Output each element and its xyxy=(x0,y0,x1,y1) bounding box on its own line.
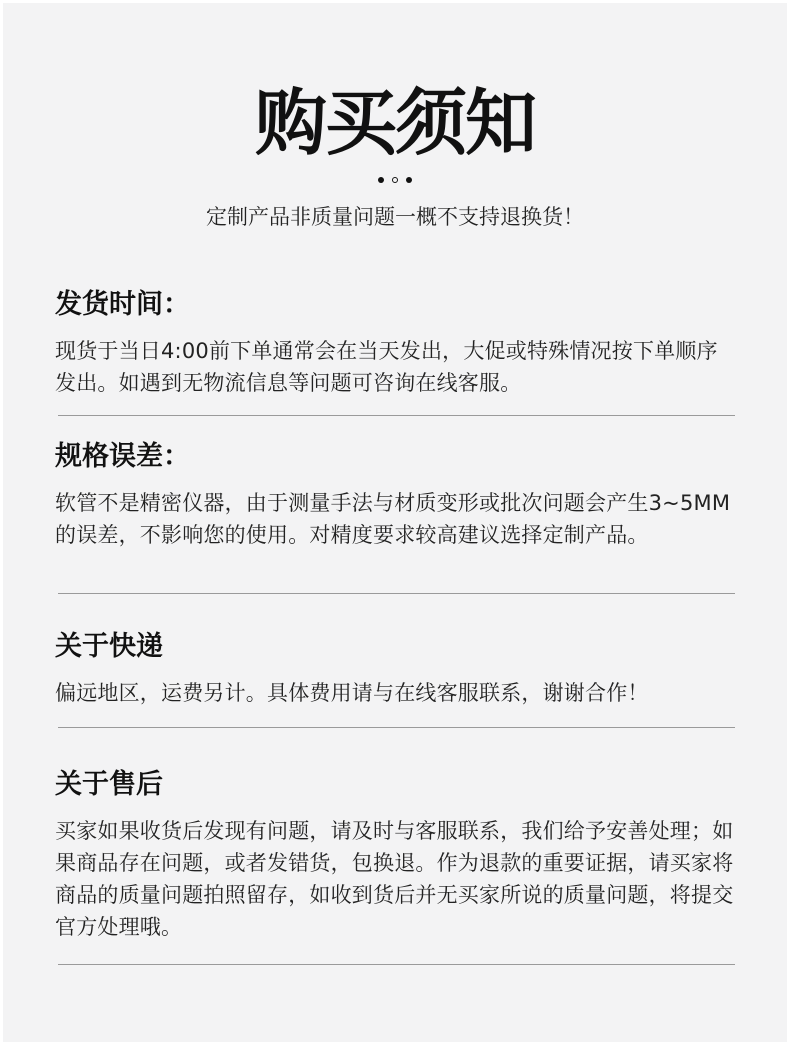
solid-dot-icon xyxy=(406,177,412,183)
section-heading: 规格误差： xyxy=(55,441,190,472)
section-body: 买家如果收货后发现有问题，请及时与客服联系，我们给予安善处理；如果商品存在问题，或者发错货，包换退。作为退款的重要证据，请买家将商品的质量问题拍照留存，如收到货后并无买家所说的质量问题，将提交官方处理哦。 xyxy=(55,819,734,939)
section-heading: 关于快递 xyxy=(55,631,163,662)
section-divider xyxy=(58,415,735,416)
page-subtitle: 定制产品非质量问题一概不支持退换货！ xyxy=(206,205,584,229)
section-shipping-time xyxy=(55,287,737,399)
section-after-sales xyxy=(55,767,737,943)
section-body: 偏远地区，运费另计。具体费用请与在线客服联系，谢谢合作！ xyxy=(55,681,649,705)
title-dots-ornament xyxy=(3,175,787,185)
section-body: 现货于当日4:00前下单通常会在当天发出，大促或特殊情况按下单顺序发出。如遇到无物流信息等问题可咨询在线客服。 xyxy=(55,339,718,395)
hollow-dot-icon xyxy=(392,177,398,183)
section-body: 软管不是精密仪器，由于测量手法与材质变形或批次问题会产生3~5MM的误差，不影响您的使用。对精度要求较高建议选择定制产品。 xyxy=(55,491,731,547)
section-heading: 发货时间： xyxy=(55,289,190,320)
section-heading: 关于售后 xyxy=(55,769,163,800)
solid-dot-icon xyxy=(378,177,384,183)
section-size-tolerance xyxy=(55,439,737,551)
page-title: 购买须知 xyxy=(254,81,535,165)
section-delivery xyxy=(55,629,737,709)
section-divider xyxy=(58,964,735,965)
notice-page xyxy=(3,3,787,1042)
section-divider xyxy=(58,727,735,728)
section-divider xyxy=(58,593,735,594)
